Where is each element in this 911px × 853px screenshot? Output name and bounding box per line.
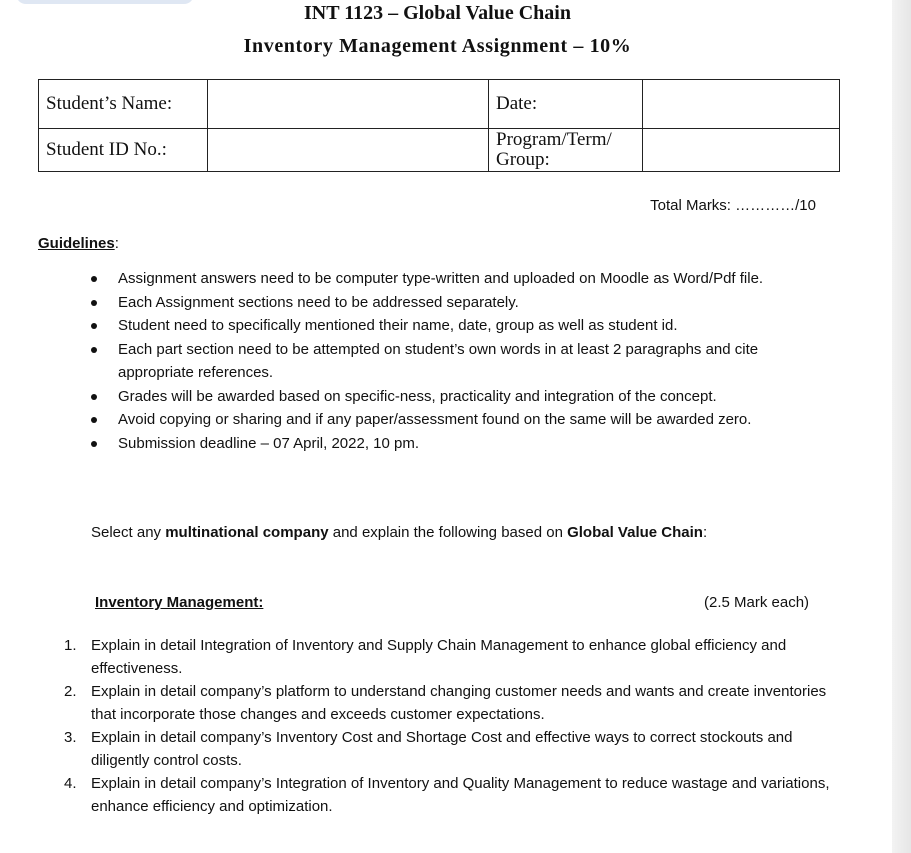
program-field [643,129,840,172]
guidelines-list [80,267,800,455]
list-item: Submission deadline – 07 April, 2022, 10 pm. [80,432,800,456]
list-item: Each Assignment sections need to be addressed separately. [80,291,800,315]
question-number: 3. [64,729,77,746]
list-item [60,772,845,818]
table-row [39,129,840,172]
question-number: 4. [64,775,77,792]
total-marks: Total Marks: …………/10 [650,197,816,214]
assignment-title: Inventory Management Assignment – 10% [243,35,632,57]
list-item: Each part section need to be attempted on student’s own words in at least 2 paragraphs and cite appropriate references. [80,338,800,385]
page-edge-shadow [892,0,911,853]
table-row [39,80,840,129]
program-label: Program/Term/ Group: [489,129,643,172]
list-item: Assignment answers need to be computer type-written and uploaded on Moodle as Word/Pdf file. [80,267,800,291]
question-text: Explain in detail company’s Inventory Cost and Shortage Cost and effective ways to correct stockouts and diligently control costs. [91,729,793,769]
list-item [60,634,845,680]
student-info-table [38,79,840,172]
question-text: Explain in detail company’s platform to understand changing customer needs and wants and create inventories that incorporate those changes and exceeds customer expectations. [91,683,827,723]
student-id-field [208,129,489,172]
questions-list [60,634,845,818]
instruction-bold2: Global Value Chain [567,524,703,541]
list-item [60,726,845,772]
question-number: 2. [64,683,77,700]
list-item [60,680,845,726]
guidelines-colon: : [114,235,119,252]
question-text: Explain in detail Integration of Inventory and Supply Chain Management to enhance global efficiency and effectiveness. [91,637,787,677]
question-number: 1. [64,637,77,654]
student-name-label: Student’s Name: [39,80,208,129]
instruction-part3: : [702,524,708,541]
date-label: Date: [489,80,643,129]
marks-per-question: (2.5 Mark each) [704,594,810,611]
instruction-bold1: multinational company [165,524,329,541]
student-id-label: Student ID No.: [39,129,208,172]
question-text: Explain in detail company’s Integration of Inventory and Quality Management to reduce wastage and variations, enhance efficiency and optimization. [91,775,830,815]
course-title: INT 1123 – Global Value Chain [304,2,571,24]
list-item: Avoid copying or sharing and if any paper/assessment found on the same will be awarded zero. [80,408,800,432]
guidelines-heading-text: Guidelines [38,235,115,252]
section-heading: Inventory Management: [95,594,264,611]
instruction-text [91,524,707,541]
list-item: Grades will be awarded based on specific-ness, practicality and integration of the concept. [80,385,800,409]
instruction-part1: Select any [91,524,166,541]
guidelines-heading [38,235,119,252]
date-field [643,80,840,129]
student-name-field [208,80,489,129]
instruction-part2: and explain the following based on [328,524,568,541]
list-item: Student need to specifically mentioned their name, date, group as well as student id. [80,314,800,338]
